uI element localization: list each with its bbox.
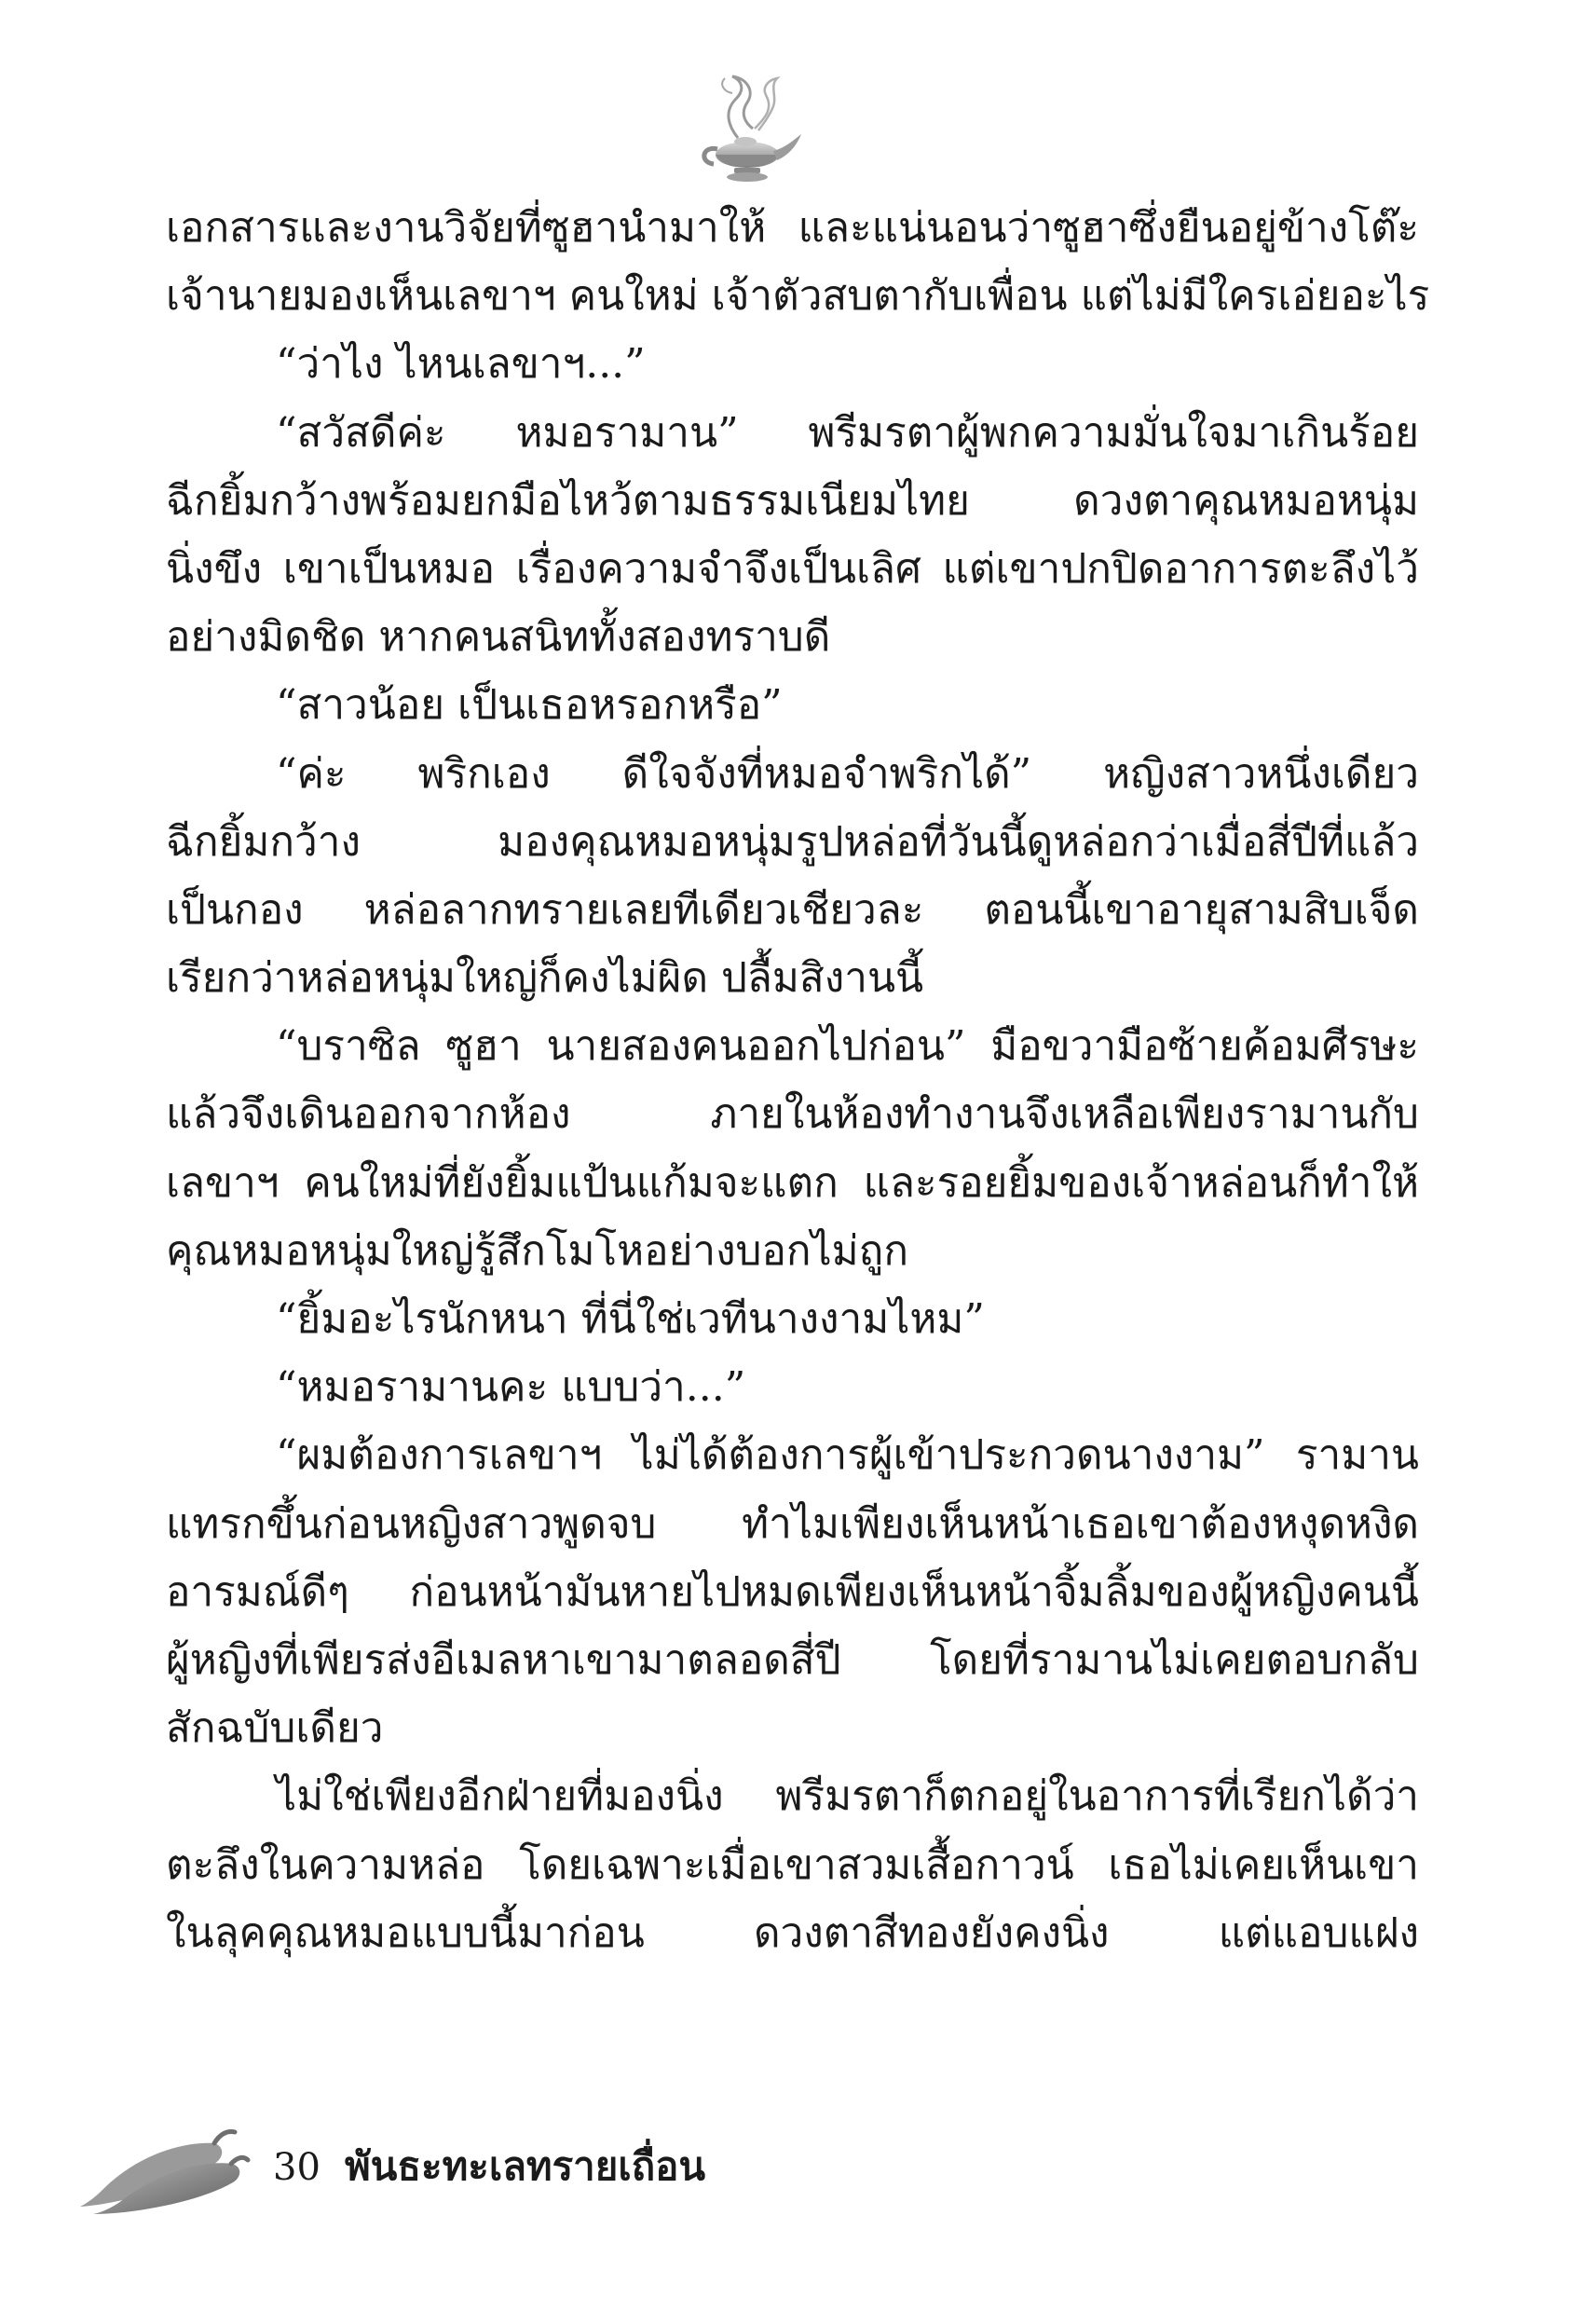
text-line: ไม่ใช่เพียงอีกฝ่ายที่มองนิ่ง พรีมรตาก็ตกอยู่ในอาการที่เรียกได้ว่า [276, 1772, 1419, 1821]
text-line: ฉีกยิ้มกว้าง มองคุณหมอหนุ่มรูปหล่อที่วันนี้ดูหล่อกว่าเมื่อสี่ปีที่แล้ว [166, 817, 1419, 866]
text-line: อย่างมิดชิด หากคนสนิททั้งสองทราบดี [166, 613, 831, 662]
text-line: ฉีกยิ้มกว้างพร้อมยกมือไหว้ตามธรรมเนียมไทย ดวงตาคุณหมอหนุ่ม [166, 476, 1419, 525]
text-line: เรียกว่าหล่อหนุ่มใหญ่ก็คงไม่ผิด ปลื้มสิงานนี้ [166, 954, 924, 1003]
text-line: “สวัสดีค่ะ หมอรามาน” พรีมรตาผู้พกความมั่นใจมาเกินร้อย [276, 408, 1419, 457]
chili-pepper-icon [75, 2115, 252, 2218]
text-line: คุณหมอหนุ่มใหญ่รู้สึกโมโหอย่างบอกไม่ถูก [166, 1226, 908, 1275]
text-line: แทรกขึ้นก่อนหญิงสาวพูดจบ ทำไมเพียงเห็นหน้าเธอเขาต้องหงุดหงิด [166, 1499, 1419, 1548]
page-footer [75, 2115, 727, 2236]
page-number: 30 [273, 2146, 321, 2189]
text-line: เลขาฯ คนใหม่ที่ยังยิ้มแป้นแก้มจะแตก และรอยยิ้มของเจ้าหล่อนก็ทำให้ [166, 1158, 1419, 1207]
text-line: “ผมต้องการเลขาฯ ไม่ได้ต้องการผู้เข้าประกวดนางงาม” รามาน [276, 1431, 1419, 1480]
genie-lamp-icon [680, 73, 811, 185]
text-line: “หมอรามานคะ แบบว่า...” [276, 1363, 746, 1412]
text-line: “บราซิล ซูฮา นายสองคนออกไปก่อน” มือขวามือซ้ายค้อมศีรษะ [276, 1022, 1419, 1071]
text-line: อารมณ์ดีๆ ก่อนหน้ามันหายไปหมดเพียงเห็นหน้าจิ้มลิ้มของผู้หญิงคนนี้ [166, 1567, 1419, 1616]
book-title: พันธะทะเลทรายเถื่อน [345, 2143, 706, 2189]
text-line: ผู้หญิงที่เพียรส่งอีเมลหาเขามาตลอดสี่ปี โดยที่รามานไม่เคยตอบกลับ [166, 1635, 1419, 1684]
text-line: “ยิ้มอะไรนักหนา ที่นี่ใช่เวทีนางงามไหม” [276, 1295, 985, 1343]
text-line: ในลุคคุณหมอแบบนี้มาก่อน ดวงตาสีทองยังคงนิ่ง แต่แอบแฝง [166, 1908, 1419, 1957]
text-line: เอกสารและงานวิจัยที่ซูฮานำมาให้ และแน่นอนว่าซูฮาซึ่งยืนอยู่ข้างโต๊ะ [166, 204, 1419, 252]
text-line: นิ่งขึง เขาเป็นหมอ เรื่องความจำจึงเป็นเลิศ แต่เขาปกปิดอาการตะลึงไว้ [166, 544, 1419, 593]
body-text [166, 194, 1430, 1967]
text-line: สักฉบับเดียว [166, 1704, 384, 1753]
text-line: เจ้านายมองเห็นเลขาฯ คนใหม่ เจ้าตัวสบตากับเพื่อน แต่ไม่มีใครเอ่ยอะไร [166, 272, 1430, 321]
text-line: แล้วจึงเดินออกจากห้อง ภายในห้องทำงานจึงเหลือเพียงรามานกับ [166, 1090, 1419, 1139]
text-line: “ว่าไง ไหนเลขาฯ...” [276, 340, 646, 389]
text-line: “ค่ะ พริกเอง ดีใจจังที่หมอจำพริกได้” หญิงสาวหนึ่งเดียว [276, 749, 1419, 798]
text-line: เป็นกอง หล่อลากทรายเลยทีเดียวเชียวละ ตอนนี้เขาอายุสามสิบเจ็ด [166, 885, 1419, 934]
text-line: ตะลึงในความหล่อ โดยเฉพาะเมื่อเขาสวมเสื้อกาวน์ เธอไม่เคยเห็นเขา [166, 1840, 1419, 1889]
text-line: “สาวน้อย เป็นเธอหรอกหรือ” [276, 681, 783, 730]
